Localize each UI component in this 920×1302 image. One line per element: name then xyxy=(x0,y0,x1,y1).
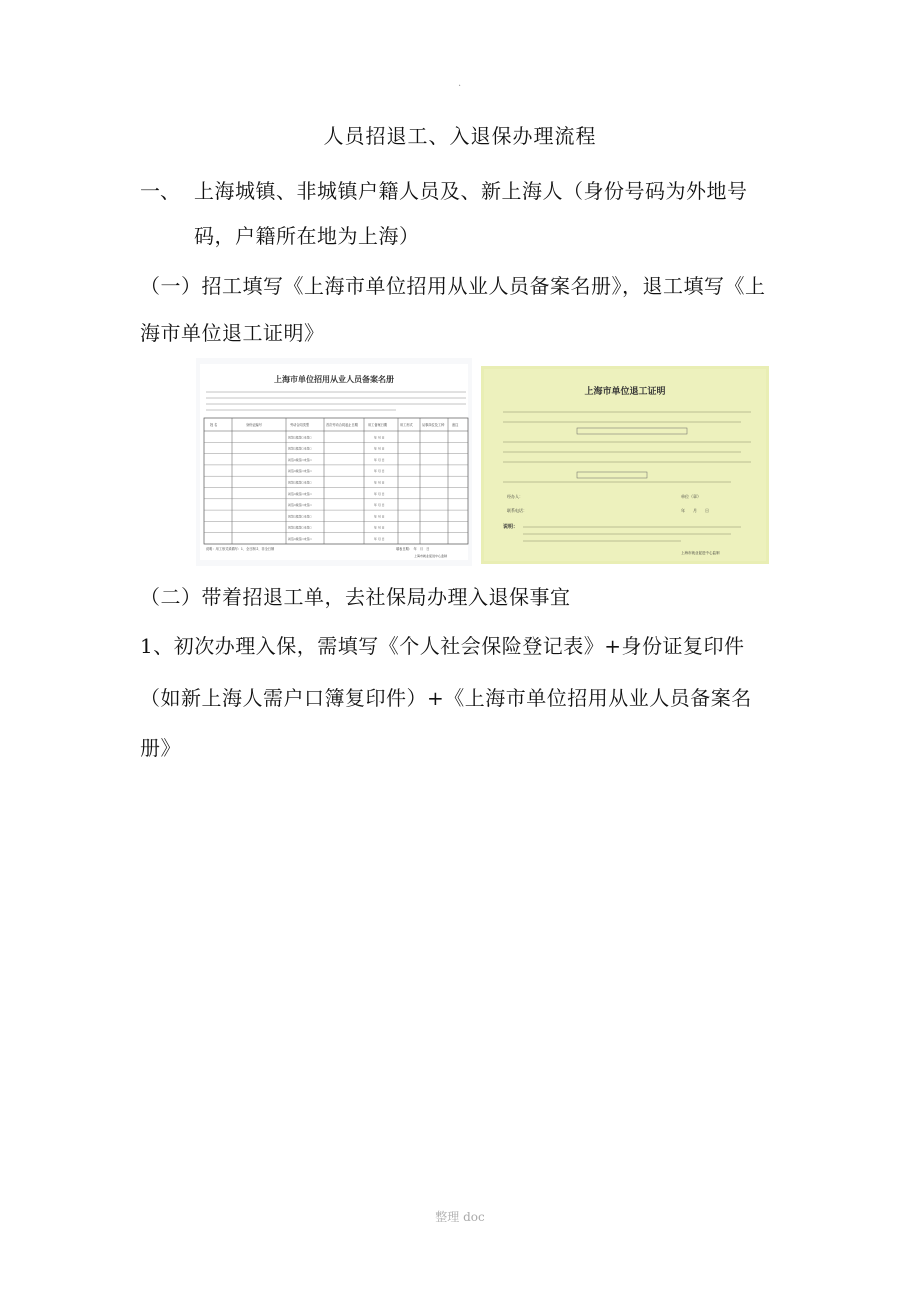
leave-note-label: 说明： xyxy=(503,524,519,530)
subsection2-line1: （二）带着招退工单，去社保局办理入退保事宜 xyxy=(140,585,571,609)
register-row-contract: 初签□续签□未签□ xyxy=(288,491,312,496)
register-row-date: 年 月 日 xyxy=(374,514,385,519)
register-row-date: 年 月 日 xyxy=(374,537,385,541)
register-row-contract: 初签□续签□未签□ xyxy=(288,503,312,508)
register-row-contract: 初签□续签□未签□ xyxy=(288,435,312,440)
register-row-date: 年 月 日 xyxy=(374,491,385,496)
leave-phone: 联系电话： xyxy=(507,508,527,513)
leave-publisher: 上海市就业促进中心监制 xyxy=(681,551,720,555)
register-col-contract: 劳动合同类型 xyxy=(290,423,310,427)
register-form-image xyxy=(196,358,472,566)
register-col-type: 用工形式 xyxy=(400,423,413,427)
leave-signer: 经办人： xyxy=(507,494,523,499)
header-mark: . xyxy=(458,78,462,89)
register-row-date: 年 月 日 xyxy=(374,435,385,440)
register-row-date: 年 月 日 xyxy=(374,446,385,451)
register-col-name: 姓 名 xyxy=(210,423,218,427)
register-row-date: 年 月 日 xyxy=(374,525,385,530)
subsection1-line2: 海市单位退工证明》 xyxy=(140,321,325,345)
register-row-contract: 初签□续签□未签□ xyxy=(288,457,312,462)
leave-certificate-image xyxy=(481,366,769,564)
register-row-contract: 初签□续签□未签□ xyxy=(288,525,312,530)
section-heading-line1: 上海城镇、非城镇户籍人员及、新上海人（身份号码为外地号 xyxy=(194,179,748,203)
register-col-period: 首次劳动合同起止日期 xyxy=(326,423,358,427)
register-form-title: 上海市单位招用从业人员备案名册 xyxy=(274,375,394,384)
register-row-contract: 初签□续签□未签□ xyxy=(288,480,312,485)
subsection1-line1: （一）招工填写《上海市单位招用从业人员备案名册》，退工填写《上 xyxy=(140,274,766,298)
item1-line3: 册》 xyxy=(140,736,181,760)
register-row-contract: 初签□续签□未签□ xyxy=(288,469,312,474)
register-row-contract: 初签□续签□未签□ xyxy=(288,446,312,451)
register-row-contract: 初签□续签□未签□ xyxy=(288,514,312,519)
register-row-date: 年 月 日 xyxy=(374,503,385,508)
page-title: 人员招退工、入退保办理流程 xyxy=(323,124,597,148)
section-number: 一、 xyxy=(140,179,180,203)
register-row-date: 年 月 日 xyxy=(374,457,385,462)
page-footer: 整理 doc xyxy=(435,1210,485,1224)
register-row-date: 年 月 日 xyxy=(374,469,385,474)
register-col-post: 从事岗位及工种 xyxy=(422,423,445,427)
item1-line2: （如新上海人需户口簿复印件）+《上海市单位招用从业人员备案名 xyxy=(140,686,752,710)
register-footer-right: 填表日期： 年 月 日 xyxy=(396,547,430,551)
section-heading-line2: 码，户籍所在地为上海） xyxy=(194,224,420,248)
register-col-note: 备注 xyxy=(452,423,459,427)
item1-line1: 1、初次办理入保，需填写《个人社会保险登记表》+身份证复印件 xyxy=(140,634,745,658)
register-footer-left: 说明：用工形式须填写：1、全日制 2、非全日制 xyxy=(206,547,275,551)
register-col-id: 身份证编号 xyxy=(246,423,262,427)
register-row-date: 年 月 日 xyxy=(374,480,385,485)
register-publisher: 上海市就业促进中心监制 xyxy=(414,554,448,558)
register-row-contract: 初签□续签□未签□ xyxy=(288,537,312,541)
leave-form-title: 上海市单位退工证明 xyxy=(584,386,666,396)
leave-unit-seal: 单位（章） xyxy=(681,494,701,499)
leave-date: 年 月 日 xyxy=(681,508,709,513)
register-col-date: 用工备案日期 xyxy=(368,423,388,427)
